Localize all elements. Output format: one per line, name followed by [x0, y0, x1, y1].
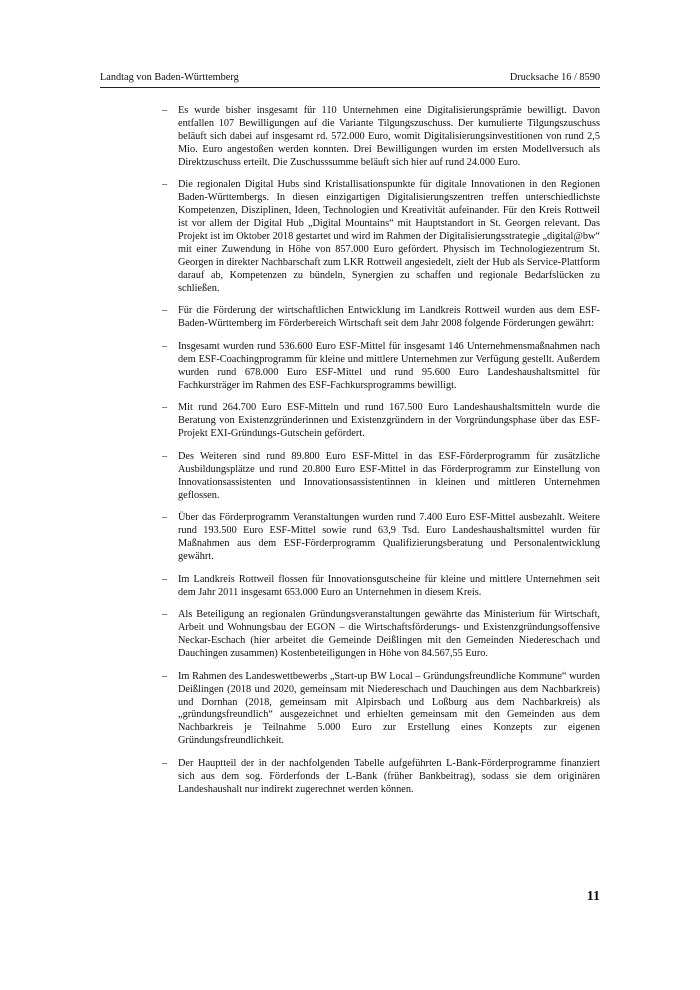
list-item	[162, 512, 600, 564]
list-item	[162, 105, 600, 170]
bullet-list	[162, 105, 600, 797]
list-item-text: Über das Förderprogramm Veranstaltungen wurden rund 7.400 Euro ESF-Mittel ausbezahlt. Weitere rund 193.500 Euro ESF-Mittel sowie rund 63,9 Tsd. Euro Landeshaushaltsmittel wurden für Maßnahmen aus dem ESF-Förderprogramm Qualifizierungsberatung und Personalentwicklung gewährt.	[178, 512, 600, 562]
header-parliament-name: Landtag von Baden-Württemberg	[100, 72, 239, 83]
dash-bullet: –	[162, 305, 168, 317]
list-item-text: Die regionalen Digital Hubs sind Kristallisationspunkte für digitale Innovationen in den Regionen Baden-Württembergs. In diesen einzigartigen Digitalisierungszentren treffen unterschiedlichste Kompetenzen, Disziplinen, Ideen, Technologien und Kreativität aufeinander. Für den Kreis Rottweil ist vor allem der Digital Hub „Digital Mountains“ mit Hauptstandort in St. Georgen relevant. Das Projekt ist im Oktober 2018 gestartet und wird im Rahmen der Digitalisierungsstrategie „digital@bw“ mit einer Zuwendung in Höhe von 857.000 Euro gefördert. Physisch im Technologiezentrum St. Georgen in direkter Nachbarschaft zum LKR Rottweil angesiedelt, zielt der Hub als Service-Plattform darauf ab, Kompetenzen zu bündeln, Synergien zu schaffen und regionale Bedarfslücken zu schließen.	[178, 179, 600, 294]
dash-bullet: –	[162, 670, 168, 682]
dash-bullet: –	[162, 179, 168, 191]
page-header	[100, 71, 600, 88]
dash-bullet: –	[162, 340, 168, 352]
dash-bullet: –	[162, 512, 168, 524]
list-item	[162, 305, 600, 331]
dash-bullet: –	[162, 757, 168, 769]
dash-bullet: –	[162, 402, 168, 414]
list-item	[162, 341, 600, 393]
page-body	[162, 105, 600, 806]
list-item-text: Im Landkreis Rottweil flossen für Innovationsgutscheine für kleine und mittlere Unternehmen seit dem Jahr 2011 insgesamt 653.000 Euro an Unternehmen in diesem Kreis.	[178, 573, 600, 598]
list-item-text: Im Rahmen des Landeswettbewerbs „Start-up BW Local – Gründungsfreundliche Kommune“ wurden Deißlingen (2018 und 2020, gemeinsam mit Niedereschach und Dauchingen aus dem Nachbarkreis) und Dornhan (2018, gemeinsam mit Alpirsbach und Loßburg aus dem Nachbarkreis) als „gründungsfreundlich“ ausgezeichnet und erhielten gemeinsam mit den Gemeinden aus dem Nachbarkreis je Teilnahme 5.000 Euro zur Erstellung eines Konzepts zur eigenen Gründungsfreundlichkeit.	[178, 670, 600, 747]
list-item	[162, 451, 600, 503]
list-item-text: Als Beteiligung an regionalen Gründungsveranstaltungen gewährte das Ministerium für Wirtschaft, Arbeit und Wohnungsbau der EGON – die Wirtschaftsförderungs- und Existenzgründungsoffensive Neckar-Eschach (hier arbeitet die Gemeinde Deißlingen mit den Gemeinden Niedereschach und Dauchingen zusammen) Kostenbeteiligungen in Höhe von 84.567,55 Euro.	[178, 609, 600, 659]
list-item	[162, 179, 600, 295]
list-item	[162, 609, 600, 661]
page-number: 11	[586, 889, 600, 904]
list-item	[162, 402, 600, 441]
list-item-text: Mit rund 264.700 Euro ESF-Mitteln und rund 167.500 Euro Landeshaushaltsmitteln wurde die Beratung von Existenzgründerinnen und Existenzgründern in der Vorgründungsphase über das ESF-Projekt EXI-Gründungs-Gutschein gefördert.	[178, 402, 600, 440]
dash-bullet: –	[162, 609, 168, 621]
list-item-text: Für die Förderung der wirtschaftlichen Entwicklung im Landkreis Rottweil wurden aus dem ESF-Baden-Württemberg im Förderbereich Wirtschaft seit dem Jahr 2008 folgende Förderungen gewährt:	[178, 305, 600, 330]
list-item-text: Es wurde bisher insgesamt für 110 Unternehmen eine Digitalisierungsprämie bewilligt. Davon entfallen 107 Bewilligungen auf die Variante Tilgungszuschuss. Der kumulierte Tilgungszuschuss beläuft sich dabei auf insgesamt rd. 572.000 Euro, womit Digitalisierungsinvestitionen von rund 2,5 Mio. Euro angestoßen werden konnten. Drei Bewilligungen wurden im ersten Modellversuch als Direktzuschuss erteilt. Die Zuschusssumme beläuft sich hier auf rund 24.000 Euro.	[178, 105, 600, 168]
list-item-text: Der Hauptteil der in der nachfolgenden Tabelle aufgeführten L-Bank-Förderprogramme finanziert sich aus dem sog. Förderfonds der L-Bank (früher Bankbeitrag), sodass sie dem originären Landeshaushalt nur indirekt zugerechnet werden können.	[178, 757, 600, 795]
dash-bullet: –	[162, 105, 168, 116]
dash-bullet: –	[162, 573, 168, 585]
header-document-number: Drucksache 16 / 8590	[509, 72, 600, 83]
list-item	[162, 671, 600, 748]
list-item-text: Insgesamt wurden rund 536.600 Euro ESF-Mittel für insgesamt 146 Unternehmensmaßnahmen nach dem ESF-Coachingprogramm für kleine und mittlere Unternehmen zur Verfügung gestellt. Außerdem wurden rund 678.000 Euro ESF-Mittel und rund 95.600 Euro Landeshaushaltsmittel für Fachkursträger im Rahmen des ESF-Fachkursprogramms bewilligt.	[178, 340, 600, 391]
list-item	[162, 574, 600, 600]
list-item	[162, 758, 600, 797]
list-item-text: Des Weiteren sind rund 89.800 Euro ESF-Mittel in das ESF-Förderprogramm für zusätzliche Ausbildungsplätze und rund 20.800 Euro ESF-Mittel in das Förderprogramm zur Einstellung von Innovationsassistenten und Innovationsassistentinnen in kleinen und mittleren Unternehmen geflossen.	[178, 450, 600, 501]
dash-bullet: –	[162, 450, 168, 462]
